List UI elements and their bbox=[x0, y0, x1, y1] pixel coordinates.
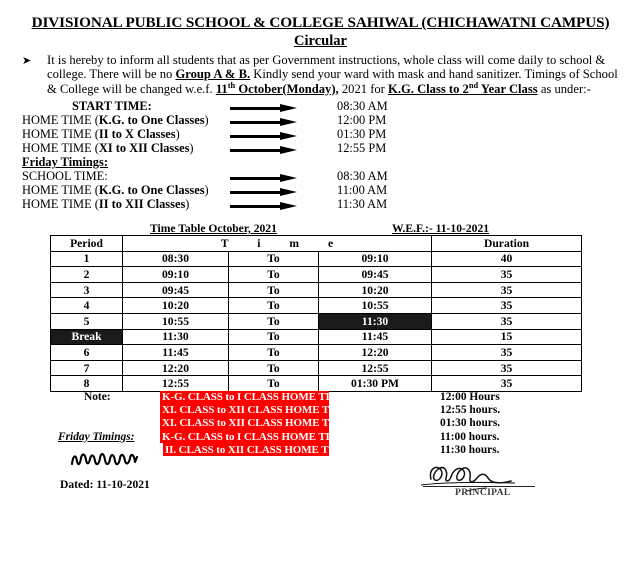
note-hours-value: 12:00 Hours bbox=[440, 391, 500, 403]
intro-bold-class bbox=[388, 82, 538, 96]
cell-end-time: 11:30 bbox=[319, 313, 432, 329]
note-row bbox=[0, 431, 641, 444]
note-friday-label: Friday Timings: bbox=[58, 430, 135, 443]
cell-to: To bbox=[229, 298, 319, 314]
timing-label-tail: ) bbox=[175, 127, 180, 141]
cell-duration: 35 bbox=[432, 282, 582, 298]
timing-label bbox=[22, 141, 194, 156]
timing-label bbox=[22, 127, 180, 142]
timing-label-classes: II to XII Classes bbox=[98, 197, 186, 211]
note-highlight-text: K-G. CLASS to I CLASS HOME TIME bbox=[162, 430, 348, 443]
cell-duration: 35 bbox=[432, 345, 582, 361]
cell-start-time: 11:45 bbox=[123, 345, 229, 361]
timing-value: 12:00 PM bbox=[337, 113, 387, 127]
teacher-signature bbox=[68, 448, 188, 470]
cell-start-time: 08:30 bbox=[123, 251, 229, 267]
table-row bbox=[51, 360, 582, 376]
cell-start-time: 09:10 bbox=[123, 267, 229, 283]
cell-period: Break bbox=[51, 329, 123, 345]
page-subtitle-text: Circular bbox=[294, 33, 347, 49]
note-highlight-text: K-G. CLASS to I CLASS HOME TIME bbox=[162, 391, 348, 403]
timetable-body bbox=[51, 251, 582, 391]
note-row bbox=[0, 417, 641, 430]
cell-period: 5 bbox=[51, 313, 123, 329]
note-label: Note: bbox=[84, 391, 111, 403]
cell-period: 1 bbox=[51, 251, 123, 267]
timing-label-classes: II to X Classes bbox=[98, 127, 176, 141]
cell-end-time: 12:20 bbox=[319, 345, 432, 361]
intro-segment-1: It is hereby to inform all students that as per Government instructions, whole class will come daily to school & college. There will be no bbox=[47, 53, 606, 82]
principal-underline bbox=[423, 486, 535, 487]
timing-value: 08:30 AM bbox=[337, 169, 388, 183]
friday-timings-heading-row bbox=[22, 155, 622, 169]
cell-duration: 40 bbox=[432, 251, 582, 267]
cell-start-time: 10:20 bbox=[123, 298, 229, 314]
table-row bbox=[51, 251, 582, 267]
page-title-text: DIVISIONAL PUBLIC SCHOOL & COLLEGE SAHIWAL (CHICHAWATNI CAMPUS) bbox=[31, 14, 610, 31]
cell-duration: 15 bbox=[432, 329, 582, 345]
cell-duration: 35 bbox=[432, 313, 582, 329]
cell-duration: 35 bbox=[432, 267, 582, 283]
cell-to: To bbox=[229, 313, 319, 329]
cell-to: To bbox=[229, 282, 319, 298]
timing-label bbox=[22, 183, 209, 198]
cell-period: 6 bbox=[51, 345, 123, 361]
friday-timings-heading: Friday Timings: bbox=[22, 155, 108, 169]
cell-end-time: 12:55 bbox=[319, 360, 432, 376]
timing-value: 12:55 PM bbox=[337, 141, 387, 155]
timing-label-text: HOME TIME ( bbox=[22, 127, 99, 141]
note-highlight-text: II. CLASS to XII CLASS HOME TIME bbox=[165, 443, 351, 456]
timing-row bbox=[22, 113, 622, 127]
cell-to: To bbox=[229, 360, 319, 376]
note-highlight-text: XI. CLASS to XII CLASS HOME TIME bbox=[162, 417, 351, 430]
note-highlight-text: XI. CLASS to XII CLASS HOME TIME bbox=[162, 404, 351, 417]
cell-duration: 35 bbox=[432, 360, 582, 376]
timetable-caption: Time Table October, 2021 bbox=[150, 222, 277, 235]
intro-paragraph bbox=[22, 53, 622, 96]
intro-text bbox=[47, 53, 622, 96]
timing-label-text: HOME TIME ( bbox=[22, 183, 99, 197]
cell-duration: 35 bbox=[432, 298, 582, 314]
timing-label bbox=[72, 99, 152, 114]
cell-to: To bbox=[229, 329, 319, 345]
cell-period: 8 bbox=[51, 376, 123, 392]
timing-value: 11:30 AM bbox=[337, 197, 388, 211]
arrow-icon bbox=[230, 202, 302, 211]
intro-date-post: October(Monday), bbox=[235, 81, 339, 96]
timing-row bbox=[22, 127, 622, 141]
timetable bbox=[50, 235, 582, 392]
note-row bbox=[0, 404, 641, 417]
timing-label bbox=[22, 169, 108, 184]
cell-end-time: 09:10 bbox=[319, 251, 432, 267]
note-hours-value: 12:55 hours. bbox=[440, 404, 501, 417]
intro-segment-3: 2021 for bbox=[338, 81, 389, 96]
intro-bold-date bbox=[216, 82, 339, 96]
timing-label bbox=[22, 197, 189, 212]
intro-segment-2: Kindly send your ward with mask and hand sanitizer. Timings of School & College will be changed w.e.f. bbox=[47, 67, 618, 96]
cell-period: 7 bbox=[51, 360, 123, 376]
arrow-icon bbox=[230, 188, 302, 197]
column-header-time: T i m e bbox=[123, 236, 432, 252]
timing-label-text: HOME TIME ( bbox=[22, 141, 99, 155]
arrow-icon bbox=[230, 118, 302, 127]
cell-to: To bbox=[229, 345, 319, 361]
table-row bbox=[51, 329, 582, 345]
timing-row bbox=[22, 197, 622, 211]
cell-start-time: 10:55 bbox=[123, 313, 229, 329]
cell-to: To bbox=[229, 267, 319, 283]
timing-value: 01:30 PM bbox=[337, 127, 387, 141]
timing-label-text: SCHOOL TIME: bbox=[22, 169, 108, 183]
page-title bbox=[0, 14, 641, 32]
timing-label-classes: K.G. to One Classes bbox=[98, 183, 205, 197]
arrow-icon bbox=[230, 174, 302, 183]
timing-label-tail: ) bbox=[185, 197, 190, 211]
timing-row bbox=[22, 141, 622, 155]
intro-date-sup: th bbox=[227, 80, 236, 90]
table-row bbox=[51, 267, 582, 283]
intro-class-post: Year Class bbox=[478, 81, 538, 96]
timing-value: 08:30 AM bbox=[337, 99, 388, 113]
column-header-duration: Duration bbox=[432, 236, 582, 252]
table-row bbox=[51, 345, 582, 361]
timing-label-tail: ) bbox=[204, 113, 209, 127]
cell-end-time: 10:55 bbox=[319, 298, 432, 314]
cell-duration: 35 bbox=[432, 376, 582, 392]
timing-label-tail: ) bbox=[189, 141, 194, 155]
cell-end-time: 09:45 bbox=[319, 267, 432, 283]
timing-value: 11:00 AM bbox=[337, 183, 388, 197]
cell-to: To bbox=[229, 251, 319, 267]
timing-row bbox=[22, 99, 622, 113]
bullet-arrow-icon: ➤ bbox=[22, 54, 32, 67]
table-row bbox=[51, 282, 582, 298]
timing-label-classes: XI to XII Classes bbox=[98, 141, 190, 155]
cell-start-time: 11:30 bbox=[123, 329, 229, 345]
arrow-icon bbox=[230, 104, 302, 113]
timing-label bbox=[22, 113, 209, 128]
arrow-icon bbox=[230, 146, 302, 155]
intro-class-sup: nd bbox=[468, 80, 479, 90]
page-subtitle bbox=[0, 33, 641, 50]
cell-to: To bbox=[229, 376, 319, 392]
arrow-icon bbox=[230, 132, 302, 141]
note-hours-value: 01:30 hours. bbox=[440, 417, 501, 430]
timing-label-text: HOME TIME ( bbox=[22, 113, 99, 127]
table-row bbox=[51, 376, 582, 392]
cell-period: 4 bbox=[51, 298, 123, 314]
intro-date-pre: 11 bbox=[215, 81, 228, 96]
intro-class-pre: K.G. Class to 2 bbox=[388, 81, 469, 96]
timing-label-tail: ) bbox=[204, 183, 209, 197]
timing-label-text: HOME TIME ( bbox=[22, 197, 99, 211]
note-hours-value: 11:30 hours. bbox=[440, 443, 500, 456]
cell-start-time: 12:20 bbox=[123, 360, 229, 376]
cell-period: 2 bbox=[51, 267, 123, 283]
cell-start-time: 09:45 bbox=[123, 282, 229, 298]
timing-label-classes: K.G. to One Classes bbox=[98, 113, 205, 127]
timetable-wef-caption: W.E.F.:- 11-10-2021 bbox=[392, 222, 490, 235]
dated-label: Dated: 11-10-2021 bbox=[60, 478, 150, 491]
note-row bbox=[0, 391, 641, 404]
timing-row bbox=[22, 183, 622, 197]
timings-list bbox=[22, 99, 622, 211]
intro-segment-4: as under:- bbox=[537, 81, 591, 96]
intro-bold-group: Group A & B. bbox=[175, 67, 251, 82]
timing-row bbox=[22, 169, 622, 183]
note-hours-value: 11:00 hours. bbox=[440, 430, 500, 443]
cell-end-time: 01:30 PM bbox=[319, 376, 432, 392]
column-header-period: Period bbox=[51, 236, 123, 252]
principal-label: PRINCIPAL bbox=[455, 488, 511, 498]
cell-start-time: 12:55 bbox=[123, 376, 229, 392]
table-row bbox=[51, 298, 582, 314]
cell-end-time: 11:45 bbox=[319, 329, 432, 345]
timing-label-text: START TIME: bbox=[72, 99, 152, 113]
table-row bbox=[51, 313, 582, 329]
cell-end-time: 10:20 bbox=[319, 282, 432, 298]
timetable-header-row bbox=[51, 236, 582, 252]
cell-period: 3 bbox=[51, 282, 123, 298]
